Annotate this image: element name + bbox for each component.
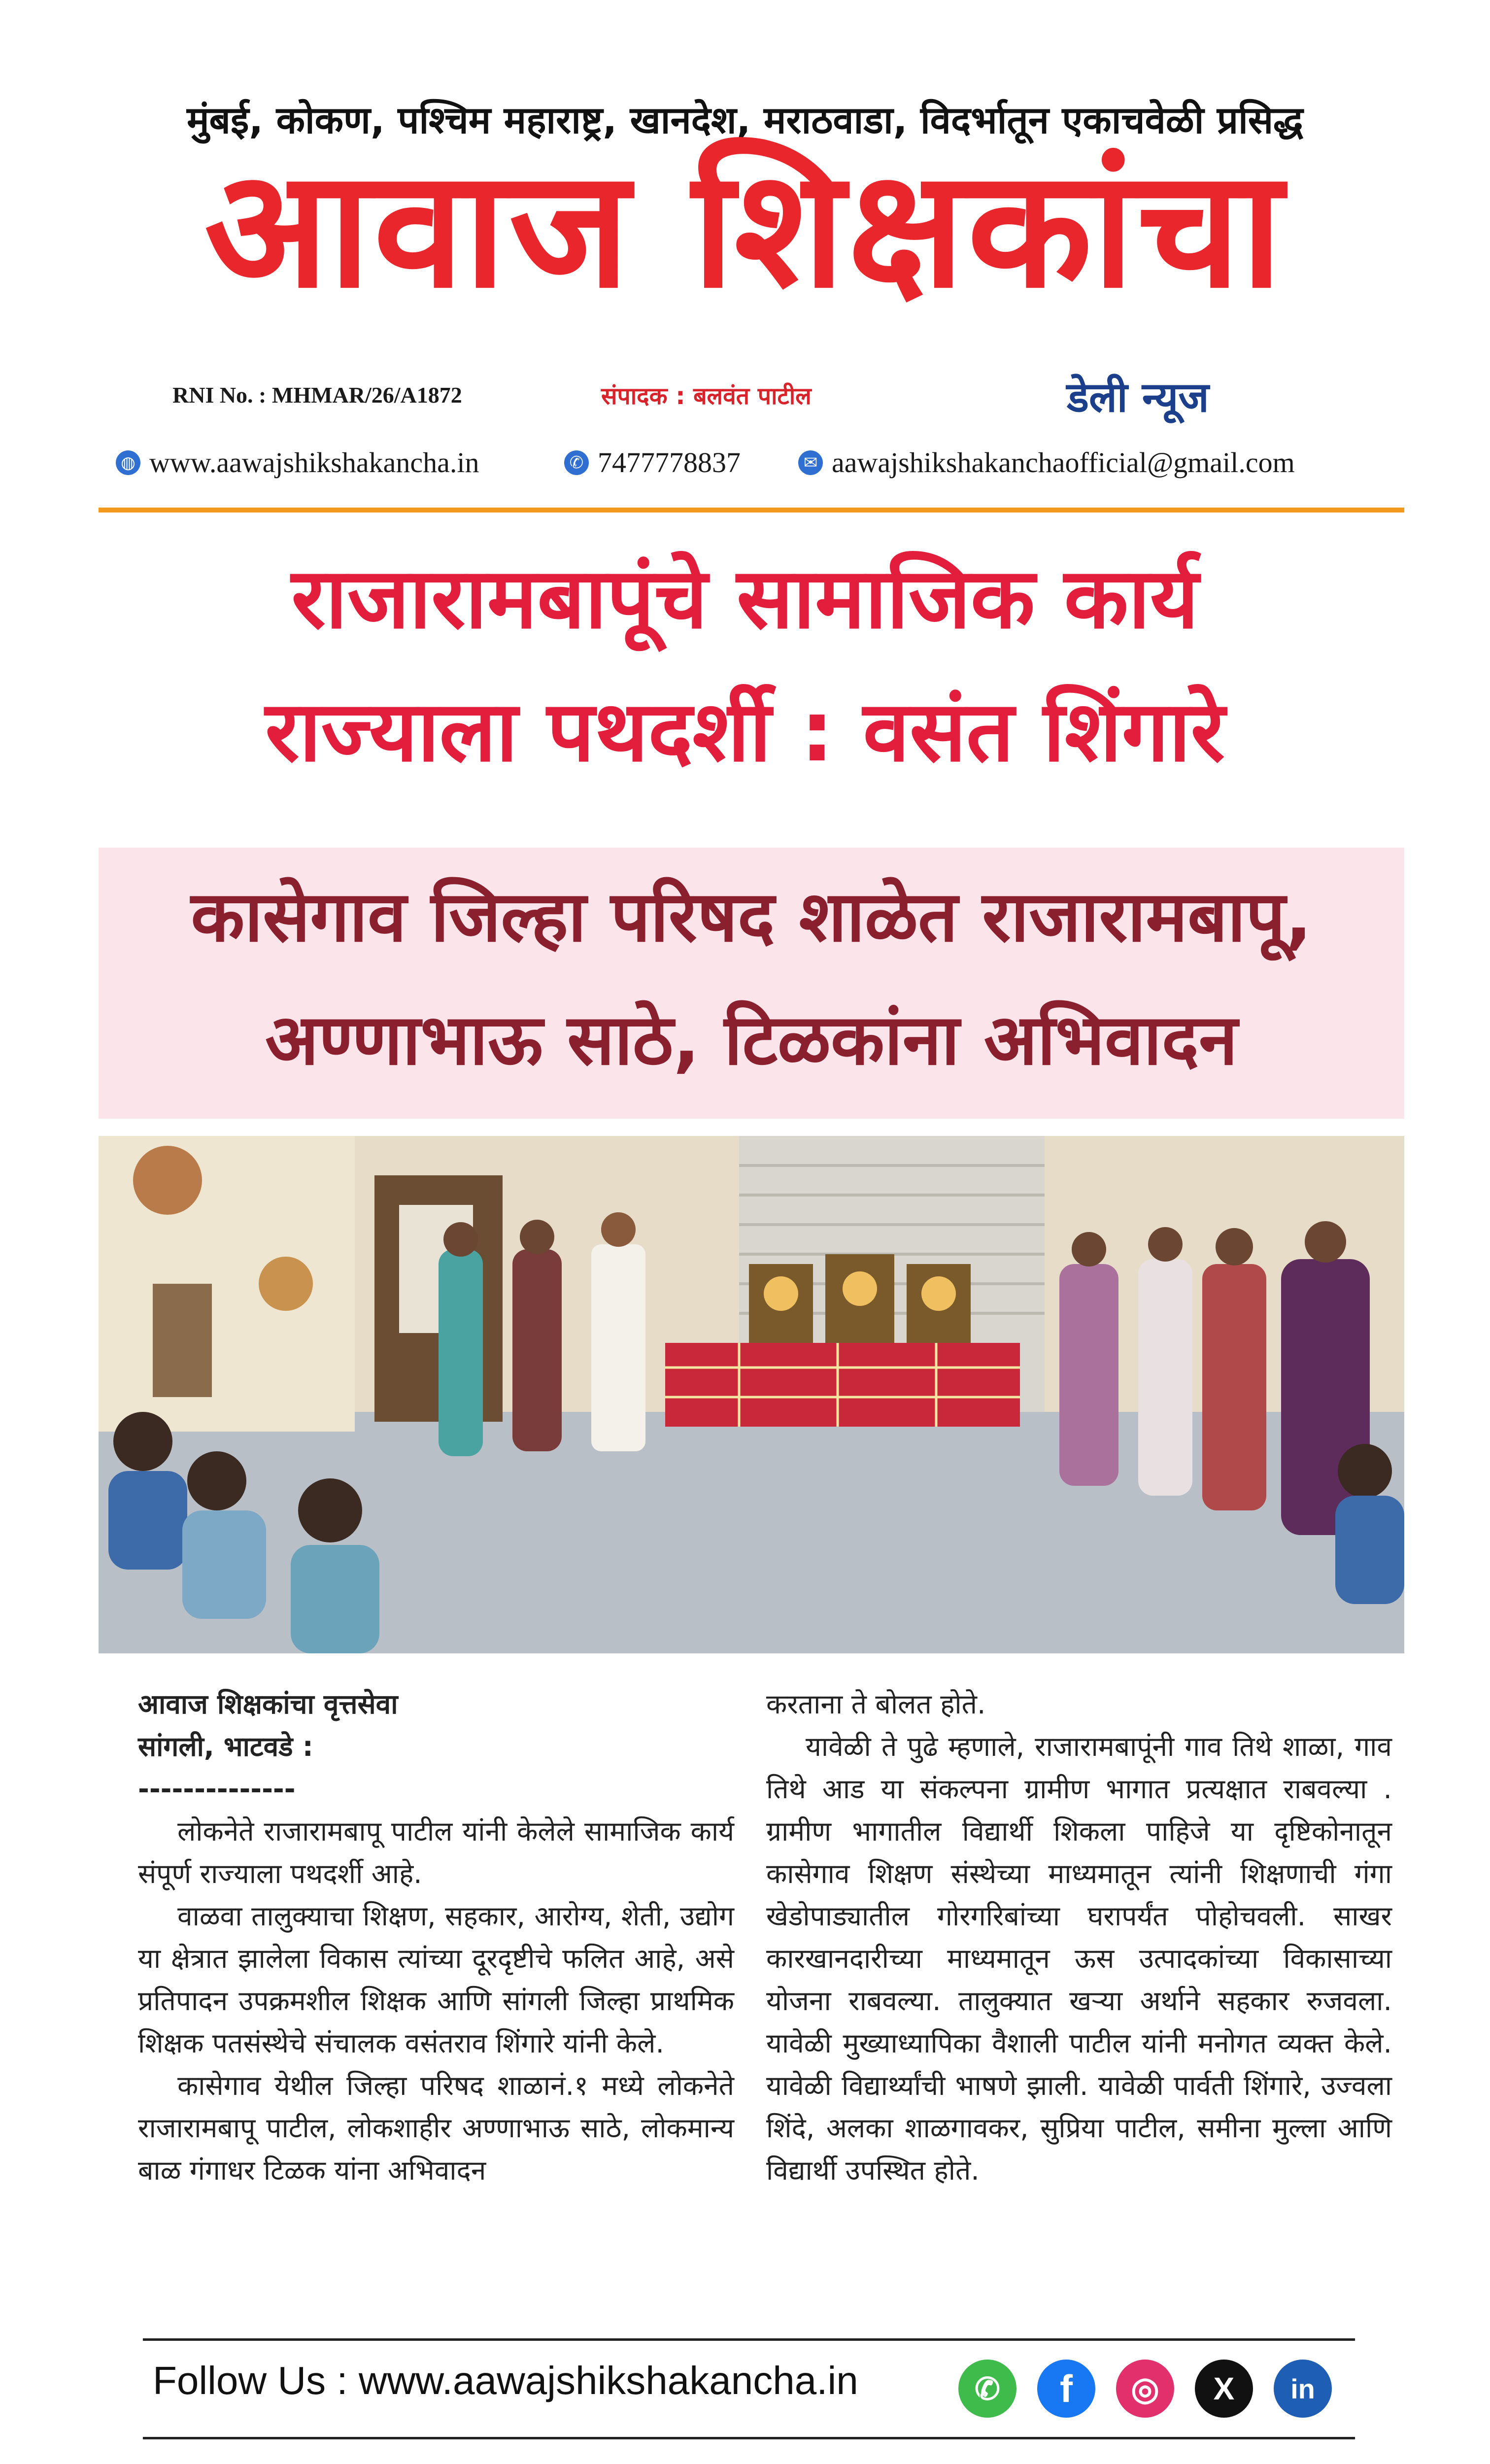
byline-agency: आवाज शिक्षकांचा वृत्तसेवा [138, 1688, 398, 1720]
phone-icon: ✆ [564, 450, 589, 475]
editor-credit: संपादक : बलवंत पाटील [601, 382, 812, 410]
subheadline-line-1: कासेगाव जिल्हा परिषद शाळेत राजारामबापू, [191, 876, 1312, 958]
headline-line-1: राजारामबापूंचे सामाजिक कार्य [291, 550, 1199, 648]
follow-us-text[interactable]: Follow Us : www.aawajshikshakancha.in [153, 2359, 858, 2402]
globe-icon: ◍ [116, 450, 140, 475]
x-icon[interactable]: X [1195, 2360, 1253, 2418]
header-divider [99, 508, 1404, 513]
footer-bottom-rule [143, 2437, 1355, 2439]
instagram-icon[interactable]: ◎ [1116, 2360, 1174, 2418]
email-text[interactable]: aawajshikshakanchaofficial@gmail.com [832, 446, 1295, 479]
edition-label: डेली न्यूज [1067, 373, 1209, 421]
linkedin-icon[interactable]: in [1274, 2360, 1332, 2418]
article-paragraph: कासेगाव येथील जिल्हा परिषद शाळानं.१ मध्ये लोकनेते राजारामबापू पाटील, लोकशाहीर अण्णाभाऊ साठे, लोकमान्य बाळ गंगाधर टिळक यांना अभिवादन [138, 2070, 734, 2186]
article-paragraph: करताना ते बोलत होते. [766, 1688, 986, 1720]
subheadline-line-2: अण्णाभाऊ साठे, टिळकांना अभिवादन [265, 999, 1238, 1081]
rni-number: RNI No. : MHMAR/26/A1872 [172, 382, 462, 408]
newspaper-masthead: आवाज शिक्षकांचा [204, 135, 1286, 324]
article-paragraph: वाळवा तालुक्याचा शिक्षण, सहकार, आरोग्य, शेती, उद्योग या क्षेत्रात झालेला विकास त्यांच्या दूरदृष्टीचे फलित आहे, असे प्रतिपादन उपक्रमशील शिक्षक आणि सांगली जिल्हा प्राथमिक शिक्षक पतसंस्थेचे संचालक वसंतराव शिंगारे यांनी केले. [138, 1900, 734, 2059]
tagline: मुंबई, कोकण, पश्चिम महाराष्ट्र, खानदेश, मराठवाडा, विदर्भातून एकाचवेळी प्रसिद्ध [187, 98, 1303, 142]
whatsapp-icon[interactable]: ✆ [958, 2360, 1016, 2418]
event-photo [99, 1136, 1404, 1653]
article-column-left [138, 1683, 734, 2191]
website-text[interactable]: www.aawajshikshakancha.in [149, 446, 479, 479]
headline-line-2: राज्याला पथदर्शी : वसंत शिंगारे [265, 683, 1225, 781]
website-contact[interactable] [116, 446, 479, 479]
article-paragraph: लोकनेते राजारामबापू पाटील यांनी केलेले सामाजिक कार्य संपूर्ण राज्याला पथदर्शी आहे. [138, 1815, 734, 1889]
facebook-icon[interactable]: f [1037, 2360, 1095, 2418]
email-contact[interactable] [798, 446, 1295, 479]
byline-divider: -------------- [138, 1773, 296, 1805]
byline-dateline: सांगली, भाटवडे : [138, 1731, 313, 1762]
phone-contact[interactable] [564, 446, 741, 479]
article-column-right [766, 1683, 1392, 2191]
article-paragraph: यावेळी ते पुढे म्हणाले, राजारामबापूंनी गाव तिथे शाळा, गाव तिथे आड या संकल्पना ग्रामीण भागात प्रत्यक्षात राबवल्या . ग्रामीण भागातील विद्यार्थी शिकला पाहिजे या दृष्टिकोनातून कासेगाव शिक्षण संस्थेच्या माध्यमातून त्यांनी शिक्षणाची गंगा खेडोपाड्यातील गोरगरिबांच्या घरापर्यंत पोहोचवली. साखर कारखानदारीच्या माध्यमातून ऊस उत्पादकांच्या विकासाच्या योजना राबवल्या. तालुक्यात खऱ्या अर्थाने सहकार रुजवला. यावेळी मुख्याध्यापिका वैशाली पाटील यांनी मनोगत व्यक्त केले. यावेळी विद्यार्थ्यांची भाषणे झाली. यावेळी पार्वती शिंगारे, उज्वला शिंदे, अलका शाळगावकर, सुप्रिया पाटील, समीना मुल्ला आणि विद्यार्थी उपस्थित होते. [766, 1731, 1392, 2186]
footer-top-rule [143, 2338, 1355, 2341]
email-icon: ✉ [798, 450, 823, 475]
phone-text[interactable]: 7477778837 [598, 446, 741, 479]
